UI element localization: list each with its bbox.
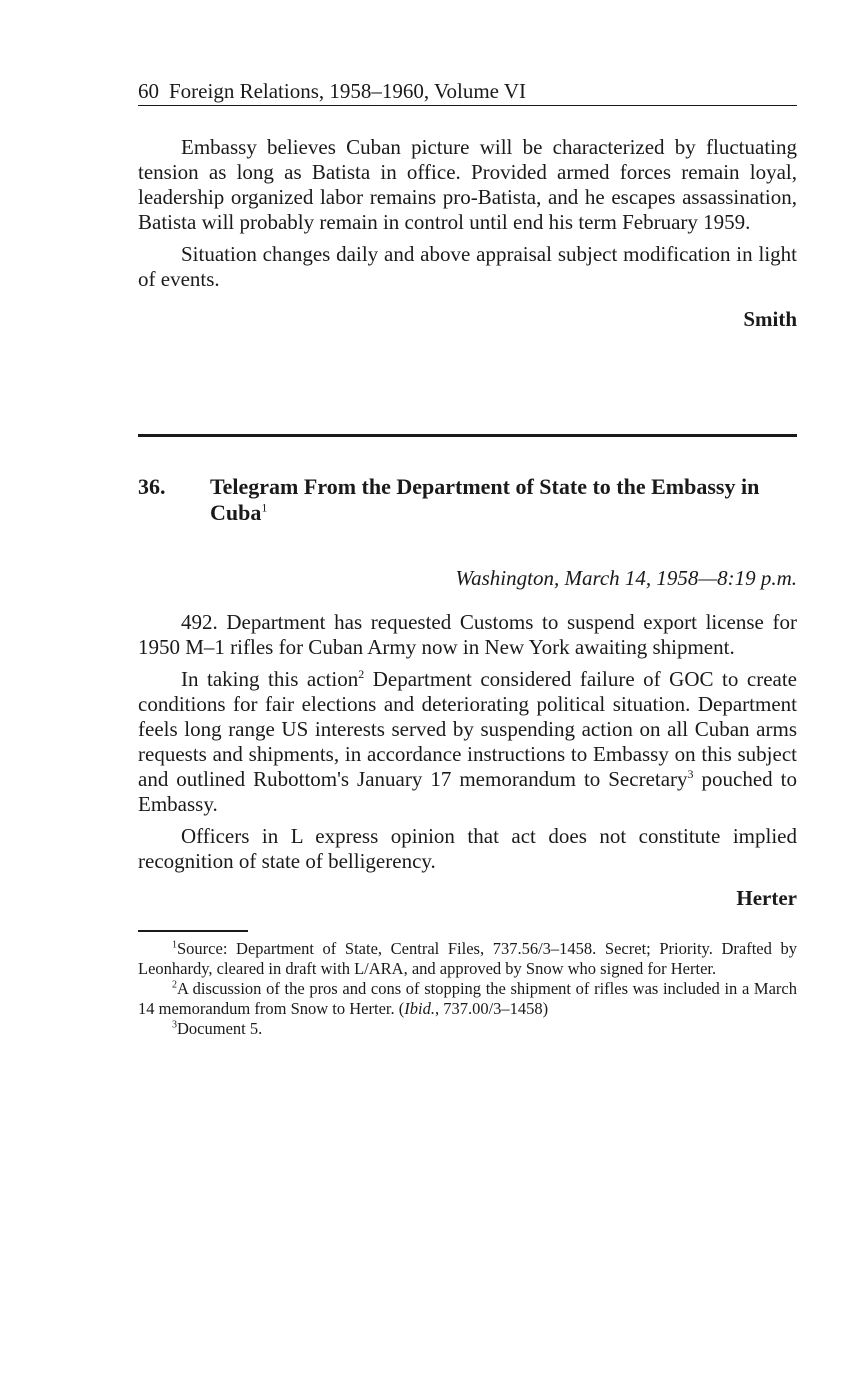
footnote-2-mark: 2	[172, 979, 177, 991]
footnote-ref-2: 2	[358, 667, 365, 681]
footnote-1	[138, 939, 797, 979]
telegram-paragraph-3: Officers in L express opinion that act does not constitute implied recognition of state of belligerency.	[138, 824, 797, 873]
footnote-1-text: Source: Department of State, Central Files, 737.56/3–1458. Secret; Priority. Drafted by Leonhardy, cleared in draft with L/ARA, and approved by Snow who signed for Herter.	[138, 939, 797, 978]
document-number: 36.	[138, 474, 166, 499]
signature-smith: Smith	[743, 307, 797, 331]
running-head	[138, 78, 797, 106]
telegram-paragraph-2-part-b: Department considered failure of GOC to create conditions for fair elections and deteriorating political situation. Department feels long range US interests served by suspending action on all Cuban arms requests and shipments, in accordance instructions to Embassy on this subject and outlined Rubottom's January 17 memorandum to Secretary	[138, 667, 797, 791]
document-heading	[138, 474, 797, 526]
document-title-text: Telegram From the Department of State to the Embassy in Cuba	[210, 474, 760, 525]
document-page	[138, 78, 797, 1039]
footnote-rule	[138, 930, 248, 932]
prev-paragraph-2: Situation changes daily and above appraisal subject modification in light of events.	[138, 242, 797, 291]
page-number: 60	[138, 79, 159, 103]
footnote-1-mark: 1	[172, 939, 177, 951]
telegram-paragraph-2-part-a: In taking this action	[181, 667, 359, 691]
footnote-2	[138, 979, 797, 1019]
signature-herter: Herter	[736, 886, 797, 910]
footnote-2-text-b: , 737.00/3–1458)	[434, 999, 549, 1018]
footnote-3	[138, 1019, 797, 1039]
dateline: Washington, March 14, 1958—8:19 p.m.	[455, 566, 797, 590]
document-title	[210, 474, 797, 526]
footnote-2-ibid: Ibid.	[404, 999, 435, 1018]
document-separator	[138, 434, 797, 437]
telegram-paragraph-2-part-c: pouched to Embassy.	[138, 767, 797, 816]
footnote-3-mark: 3	[172, 1019, 177, 1031]
telegram-paragraph-1: 492. Department has requested Customs to suspend export license for 1950 M–1 rifles for Cuban Army now in New York awaiting shipment.	[138, 610, 797, 659]
footnote-ref-3: 3	[687, 767, 694, 781]
footnote-ref-1: 1	[261, 500, 268, 515]
footnotes	[138, 939, 797, 1039]
footnote-2-text-a: A discussion of the pros and cons of stopping the shipment of rifles was included in a March 14 memorandum from Snow to Herter. (	[138, 979, 797, 1018]
footnote-3-text: Document 5.	[177, 1019, 263, 1038]
prev-paragraph-1: Embassy believes Cuban picture will be characterized by fluctuating tension as long as Batista in office. Provided armed forces remain loyal, leadership organized labor remains pro-Batista, and he escapes assassination, Batista will probably remain in control until end his term February 1959.	[138, 135, 797, 234]
volume-title: Foreign Relations, 1958–1960, Volume VI	[169, 79, 526, 103]
telegram-paragraph-2	[138, 667, 797, 817]
